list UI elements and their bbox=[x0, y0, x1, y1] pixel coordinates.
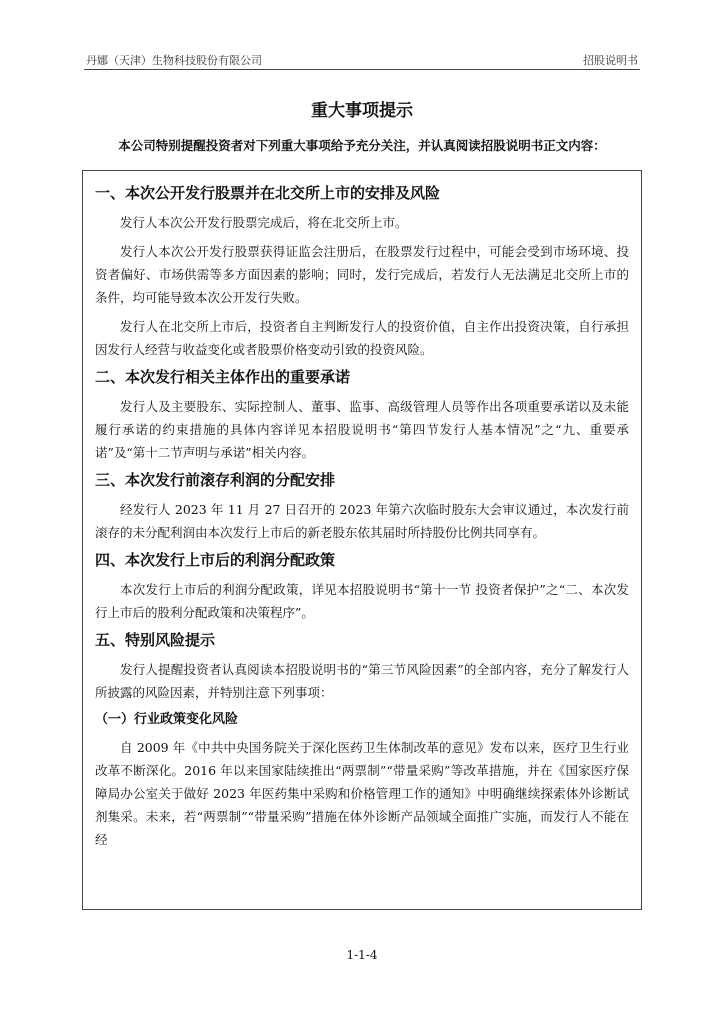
page-title: 重大事项提示 bbox=[311, 101, 413, 121]
section-1-paragraph-1: 发行人本次公开发行股票完成后，将在北交所上市。 bbox=[120, 215, 408, 230]
section-2-paragraph-1: 发行人及主要股东、实际控制人、董事、监事、高级管理人员等作出各项重要承诺以及未能履行承诺的约束措施的具体内容详见本招股说明书“第四节发行人基本情况”之“九、重要承诺”及“第十二节声明与承诺”相关内容。 bbox=[95, 399, 629, 460]
section-3-heading: 三、本次发行前滚存利润的分配安排 bbox=[95, 471, 336, 489]
section-4-heading: 四、本次发行上市后的利润分配政策 bbox=[95, 551, 336, 569]
section-1-paragraph-3: 发行人在北交所上市后，投资者自主判断发行人的投资价值，自主作出投资决策，自行承担因发行人经营与收益变化或者股票价格变动引致的投资风险。 bbox=[95, 319, 629, 357]
header-company-name: 丹娜（天津）生物科技股份有限公司 bbox=[86, 54, 262, 67]
section-3-paragraph-1: 经发行人 2023 年 11 月 27 日召开的 2023 年第六次临时股东大会审议通过，本次发行前滚存的未分配利润由本次发行上市后的新老股东依其届时所持股份比例共同享有。 bbox=[95, 502, 629, 540]
notice-text: 本公司特别提醒投资者对下列重大事项给予充分关注，并认真阅读招股说明书正文内容： bbox=[118, 138, 606, 153]
header-doc-type: 招股说明书 bbox=[583, 54, 638, 67]
section-5-paragraph-1: 发行人提醒投资者认真阅读本招股说明书的“第三节风险因素”的全部内容，充分了解发行人所披露的风险因素，并特别注意下列事项： bbox=[95, 662, 629, 700]
header-rule bbox=[84, 69, 640, 70]
section-5-heading: 五、特别风险提示 bbox=[95, 631, 216, 649]
section-2-heading: 二、本次发行相关主体作出的重要承诺 bbox=[95, 368, 351, 386]
section-5-subparagraph-1: 自 2009 年《中共中央国务院关于深化医药卫生体制改革的意见》发布以来，医疗卫生行业改革不断深化。2016 年以来国家陆续推出“两票制”“带量采购”等改革措施，并在《国家医疗保障局办公室关于做好 2023 年医药集中采购和价格管理工作的通知》中明确继续探索体外诊断试剂集采。未来，若“两票制”“带量采购”措施在体外诊断产品领域全面推广实施，而发行人不能在经 bbox=[95, 740, 629, 847]
section-5-subheading: （一）行业政策变化风险 bbox=[95, 712, 239, 727]
section-1-heading: 一、本次公开发行股票并在北交所上市的安排及风险 bbox=[95, 184, 441, 202]
section-1-paragraph-2: 发行人本次公开发行股票获得证监会注册后，在股票发行过程中，可能会受到市场环境、投资者偏好、市场供需等多方面因素的影响；同时，发行完成后，若发行人无法满足北交所上市的条件，均可能导致本次公开发行失败。 bbox=[95, 244, 629, 305]
content-box bbox=[82, 170, 642, 910]
page-number: 1-1-4 bbox=[346, 948, 378, 962]
section-4-paragraph-1: 本次发行上市后的利润分配政策，详见本招股说明书“第十一节 投资者保护”之“二、本次发行上市后的股利分配政策和决策程序”。 bbox=[95, 582, 629, 620]
page-header bbox=[84, 48, 640, 68]
